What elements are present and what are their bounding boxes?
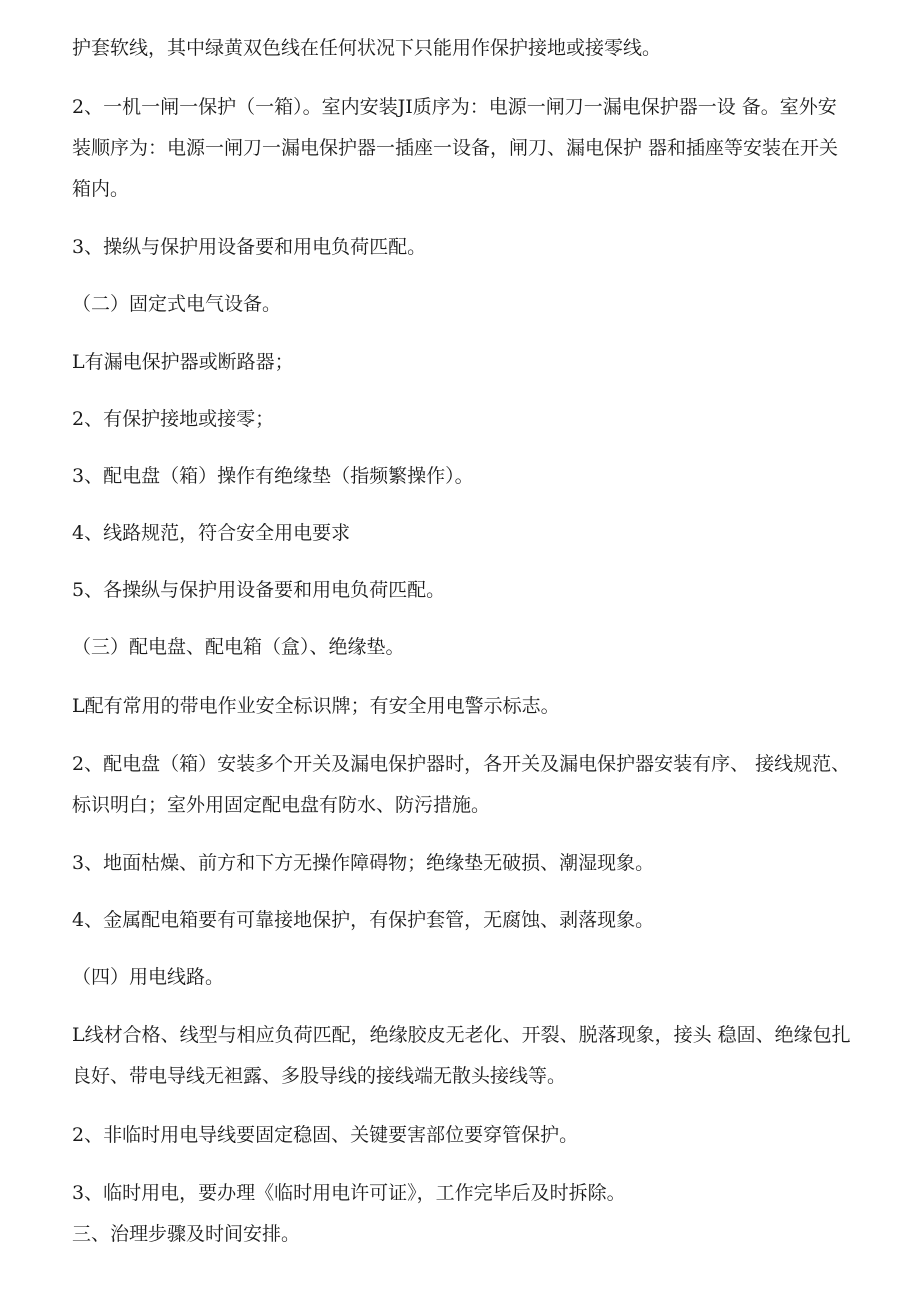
paragraph-item-3-dry-ground: 3、地面枯燥、前方和下方无操作障碍物；绝缘垫无破损、潮湿现象。 [72, 852, 655, 874]
paragraph-item-2-one-machine-one-switch: 2、一机一闸一保护（一箱）。室内安装JI质序为：电源一闸刀一漏电保护器一设 备。室外安装顺序为：电源一闸刀一漏电保护器一插座一设备，闸刀、漏电保护 器和插座等安装在开关箱内。 [72, 96, 839, 200]
paragraph-item-2-panel-installation: 2、配电盘（箱）安装多个开关及漏电保护器时，各开关及漏电保护器安装有序、 接线规范、标识明白；室外用固定配电盘有防水、防污措施。 [72, 753, 851, 816]
paragraph-item-4-metal-box-grounding: 4、金属配电箱要有可靠接地保护，有保护套管，无腐蚀、剥落现象。 [72, 909, 655, 931]
section-heading-fixed-equipment: （二）固定式电气设备。 [72, 293, 282, 315]
paragraph-item-2-fixed-wiring: 2、非临时用电导线要固定稳固、关键要害部位要穿管保护。 [72, 1124, 579, 1146]
section-heading-distribution-panel: （三）配电盘、配电箱（盒）、绝缘垫。 [72, 636, 405, 658]
paragraph-continuation: 护套软线，其中绿黄双色线在任何状况下只能用作保护接地或接零线。 [72, 37, 662, 59]
paragraph-item-1-wire-quality: L线材合格、线型与相应负荷匹配，绝缘胶皮无老化、开裂、脱落现象，接头 稳固、绝缘包扎良好、带电导线无袒露、多股导线的接线端无散头接线等。 [72, 1024, 851, 1087]
section-heading-power-lines: （四）用电线路。 [72, 966, 225, 988]
paragraph-item-1-leakage-protector: L有漏电保护器或断路器； [72, 351, 294, 373]
section-heading-management-steps: 三、治理步骤及时间安排。 [72, 1223, 301, 1245]
paragraph-item-5-load-matching: 5、各操纵与保护用设备要和用电负荷匹配。 [72, 579, 446, 601]
paragraph-item-3-insulation-mat: 3、配电盘（箱）操作有绝缘垫（指频繁操作）。 [72, 465, 474, 487]
paragraph-item-2-grounding: 2、有保护接地或接零； [72, 408, 275, 430]
paragraph-item-3-control-protection: 3、操纵与保护用设备要和用电负荷匹配。 [72, 236, 427, 258]
paragraph-item-4-wiring-standard: 4、线路规范，符合安全用电要求 [72, 522, 351, 544]
paragraph-item-1-safety-signs: L配有常用的带电作业安全标识牌；有安全用电警示标志。 [72, 695, 560, 717]
paragraph-item-3-temporary-power: 3、临时用电，要办理《临时用电许可证》，工作完毕后及时拆除。 [72, 1182, 626, 1204]
